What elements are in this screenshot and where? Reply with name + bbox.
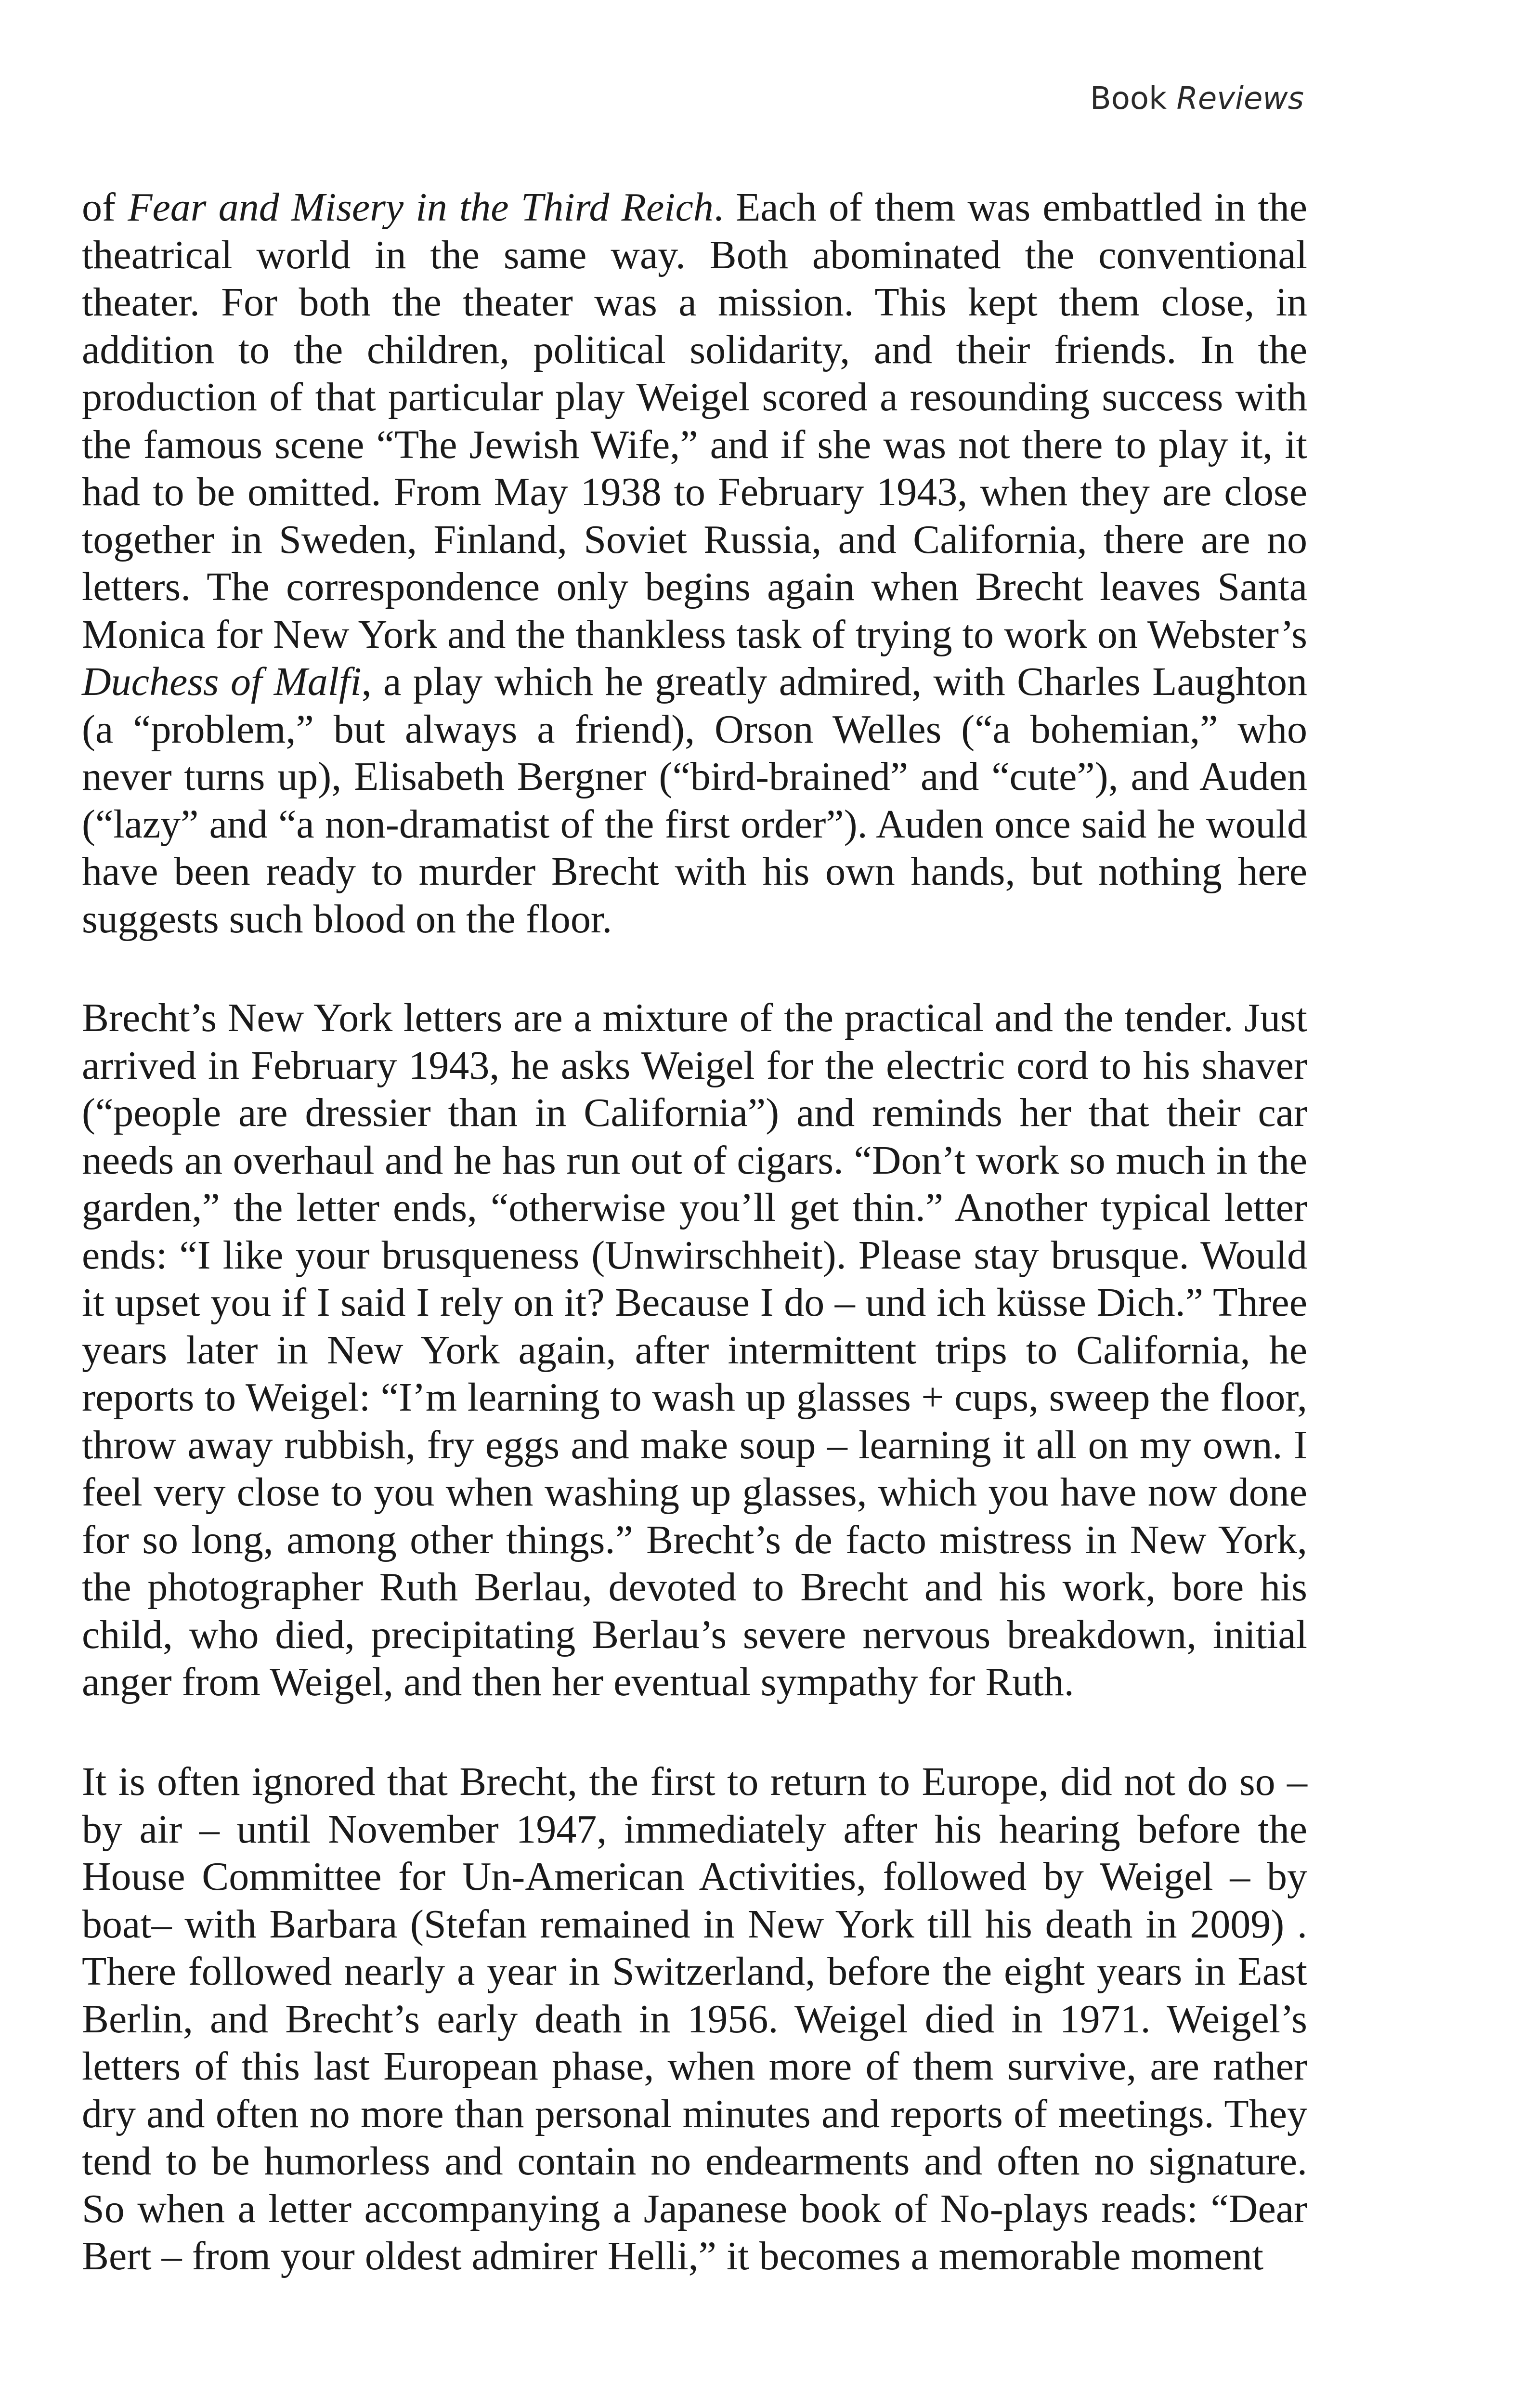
paragraph-text — [82, 184, 1307, 943]
paragraph-2 — [82, 995, 1307, 1706]
paragraph-segment: , a play which he greatly admired, with Charles Laughton (a “problem,” but always a friend), Orson Welles (“a bohemian,” who never turns up), Elisabeth Bergner (“bird-brained” and “cute”), and Auden (“lazy” and “a non-dramatist of the first order”). Auden once said he would have been ready to murder Brecht with his own hands, but nothing here suggests such blood on the floor. — [82, 659, 1307, 942]
paragraph-text — [82, 1758, 1307, 2280]
paragraph-segment: It is often ignored that Brecht, the first to return to Europe, did not do so – by air – until November 1947, immediately after his hearing before the House Committee for Un-American Activities, followed by Weigel – by boat– with Barbara (Stefan remained in New York till his death in 2009) . There followed nearly a year in Switzerland, before the eight years in East Berlin, and Brecht’s early death in 1956. Weigel died in 1971. Weigel’s letters of this last European phase, when more of them survive, are rather dry and often no more than personal minutes and reports of meetings. They tend to be humorless and contain no endearments and often no signature. So when a letter accompanying a Japanese book of No-plays reads: “Dear Bert – from your oldest admirer Helli,” it becomes a memorable moment — [82, 1759, 1307, 2278]
paragraph-segment-italic: Duchess of Malfi — [82, 659, 362, 704]
paragraph-segment: . Each of them was embattled in the theatrical world in the same way. Both abominated the conventional theater. For both the theater was a mission. This kept them close, in addition to the children, political solidarity, and their friends. In the production of that particular play Weigel scored a resounding success with the famous scene “The Jewish Wife,” and if she was not there to play it, it had to be omitted. From May 1938 to February 1943, when they are close together in Sweden, Finland, Soviet Russia, and California, there are no letters. The correspondence only begins again when Brecht leaves Santa Monica for New York and the thankless task of trying to work on Webster’s — [82, 185, 1307, 657]
paragraph-1 — [82, 184, 1307, 943]
paragraph-segment: Brecht’s New York letters are a mixture of the practical and the tender. Just arrived in February 1943, he asks Weigel for the electric cord to his shaver (“people are dressier than in California”) and reminds her that their car needs an overhaul and he has run out of cigars. “Don’t work so much in the garden,” the letter ends, “otherwise you’ll get thin.” Another typical letter ends: “I like your brusqueness (Unwirschheit). Please stay brusque. Would it upset you if I said I rely on it? Because I do – und ich küsse Dich.” Three years later in New York again, after intermittent trips to California, he reports to Weigel: “I’m learning to wash up glasses + cups, sweep the floor, throw away rubbish, fry eggs and make soup – learning it all on my own. I feel very close to you when washing up glasses, which you have now done for so long, among other things.” Brecht’s de facto mistress in New York, the photographer Ruth Berlau, devoted to Brecht and his work, bore his child, who died, precipitating Berlau’s severe nervous breakdown, initial anger from Weigel, and then her eventual sympathy for Ruth. — [82, 995, 1307, 1704]
paragraph-text — [82, 995, 1307, 1706]
paragraph-3 — [82, 1758, 1307, 2280]
running-head — [1090, 81, 1304, 117]
running-head-regular: Book — [1090, 81, 1167, 117]
running-head-italic: Reviews — [1176, 81, 1304, 117]
paragraph-segment-italic: Fear and Misery in the Third Reich — [128, 185, 714, 230]
paragraph-segment: of — [82, 185, 128, 230]
